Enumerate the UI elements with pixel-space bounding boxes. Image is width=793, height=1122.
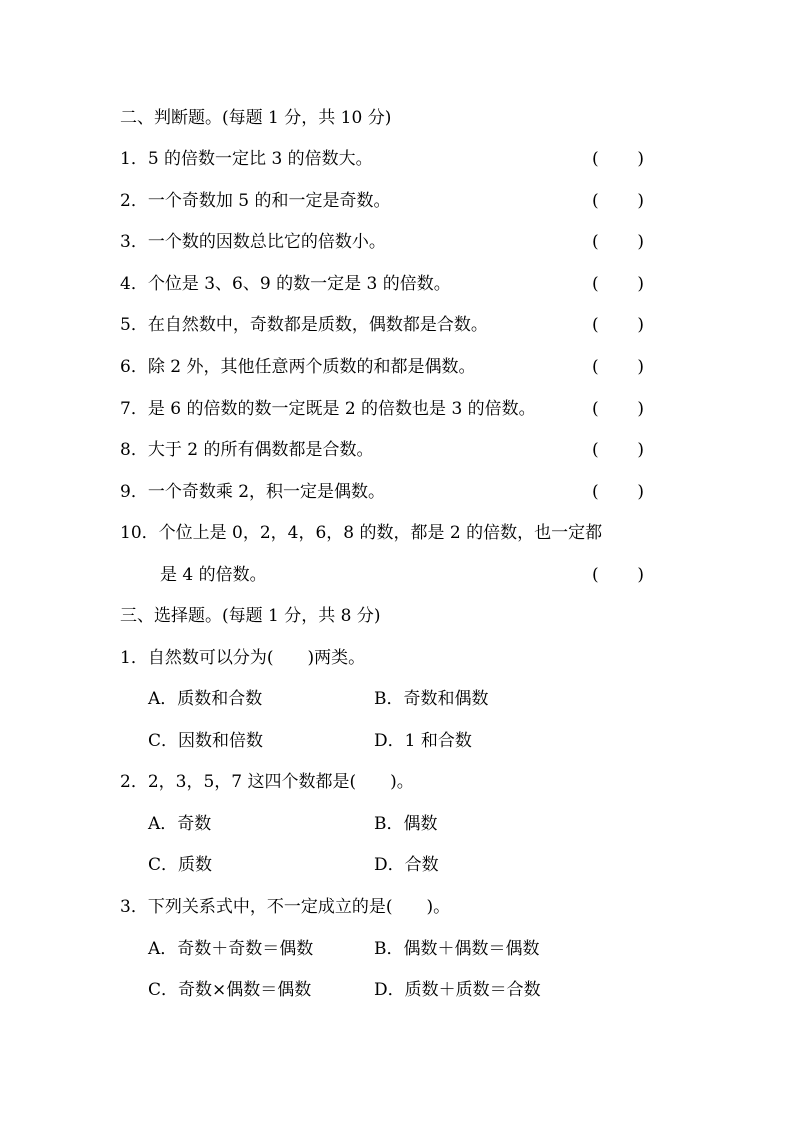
judge-item-7 (0, 396, 793, 422)
judge-item-1 (0, 146, 793, 172)
answer-blank[interactable]: ( ) (592, 232, 644, 252)
option-d[interactable]: D．合数 (374, 855, 439, 875)
choice-question-3 (0, 894, 793, 920)
option-a[interactable]: A．质数和合数 (148, 689, 263, 709)
judge-item-8 (0, 437, 793, 463)
judge-item-4 (0, 271, 793, 297)
section3-title: 三、选择题。(每题 1 分，共 8 分) (120, 606, 381, 626)
option-a[interactable]: A．奇数＋奇数＝偶数 (148, 939, 314, 959)
section3-title-row (0, 603, 793, 629)
option-b[interactable]: B．偶数 (374, 814, 438, 834)
judge-item-text: 5．在自然数中，奇数都是质数，偶数都是合数。 (120, 315, 488, 335)
section2-title: 二、判断题。(每题 1 分，共 10 分) (120, 108, 392, 128)
judge-item-text: 是 4 的倍数。 (160, 565, 267, 585)
judge-item-10 (0, 520, 793, 546)
answer-blank[interactable]: ( ) (592, 565, 644, 585)
answer-blank[interactable]: ( ) (592, 357, 644, 377)
judge-item-5 (0, 312, 793, 338)
judge-item-6 (0, 354, 793, 380)
judge-item-10-continuation (0, 562, 793, 588)
judge-item-text: 1．5 的倍数一定比 3 的倍数大。 (120, 149, 373, 169)
answer-blank[interactable]: ( ) (592, 482, 644, 502)
judge-item-text: 4．个位是 3、6、9 的数一定是 3 的倍数。 (120, 274, 451, 294)
choice-question-2 (0, 769, 793, 795)
option-c[interactable]: C．质数 (148, 855, 213, 875)
choice-question-1 (0, 645, 793, 671)
judge-item-text: 8．大于 2 的所有偶数都是合数。 (120, 440, 374, 460)
option-d[interactable]: D．1 和合数 (374, 731, 472, 751)
judge-item-text: 2．一个奇数加 5 的和一定是奇数。 (120, 191, 391, 211)
choice-options-row (0, 728, 793, 754)
option-b[interactable]: B．偶数＋偶数＝偶数 (374, 939, 540, 959)
choice-options-row (0, 852, 793, 878)
judge-item-3 (0, 229, 793, 255)
section2-title-row (0, 105, 793, 131)
answer-blank[interactable]: ( ) (592, 191, 644, 211)
answer-blank[interactable]: ( ) (592, 315, 644, 335)
choice-options-row (0, 936, 793, 962)
choice-options-row (0, 977, 793, 1003)
judge-item-text: 9．一个奇数乘 2，积一定是偶数。 (120, 482, 386, 502)
judge-item-text: 3．一个数的因数总比它的倍数小。 (120, 232, 386, 252)
option-a[interactable]: A．奇数 (148, 814, 212, 834)
choice-options-row (0, 811, 793, 837)
option-c[interactable]: C．奇数×偶数＝偶数 (148, 980, 312, 1000)
answer-blank[interactable]: ( ) (592, 149, 644, 169)
judge-item-2 (0, 188, 793, 214)
question-text: 2．2，3，5，7 这四个数都是( )。 (120, 772, 414, 792)
judge-item-text: 7．是 6 的倍数的数一定既是 2 的倍数也是 3 的倍数。 (120, 399, 536, 419)
judge-item-text: 10．个位上是 0，2，4，6，8 的数，都是 2 的倍数，也一定都 (120, 523, 603, 543)
option-c[interactable]: C．因数和倍数 (148, 731, 264, 751)
answer-blank[interactable]: ( ) (592, 399, 644, 419)
question-text: 1．自然数可以分为( )两类。 (120, 648, 366, 668)
option-b[interactable]: B．奇数和偶数 (374, 689, 489, 709)
question-text: 3．下列关系式中，不一定成立的是( )。 (120, 897, 451, 917)
answer-blank[interactable]: ( ) (592, 274, 644, 294)
choice-options-row (0, 686, 793, 712)
judge-item-9 (0, 479, 793, 505)
answer-blank[interactable]: ( ) (592, 440, 644, 460)
option-d[interactable]: D．质数＋质数＝合数 (374, 980, 541, 1000)
judge-item-text: 6．除 2 外，其他任意两个质数的和都是偶数。 (120, 357, 476, 377)
